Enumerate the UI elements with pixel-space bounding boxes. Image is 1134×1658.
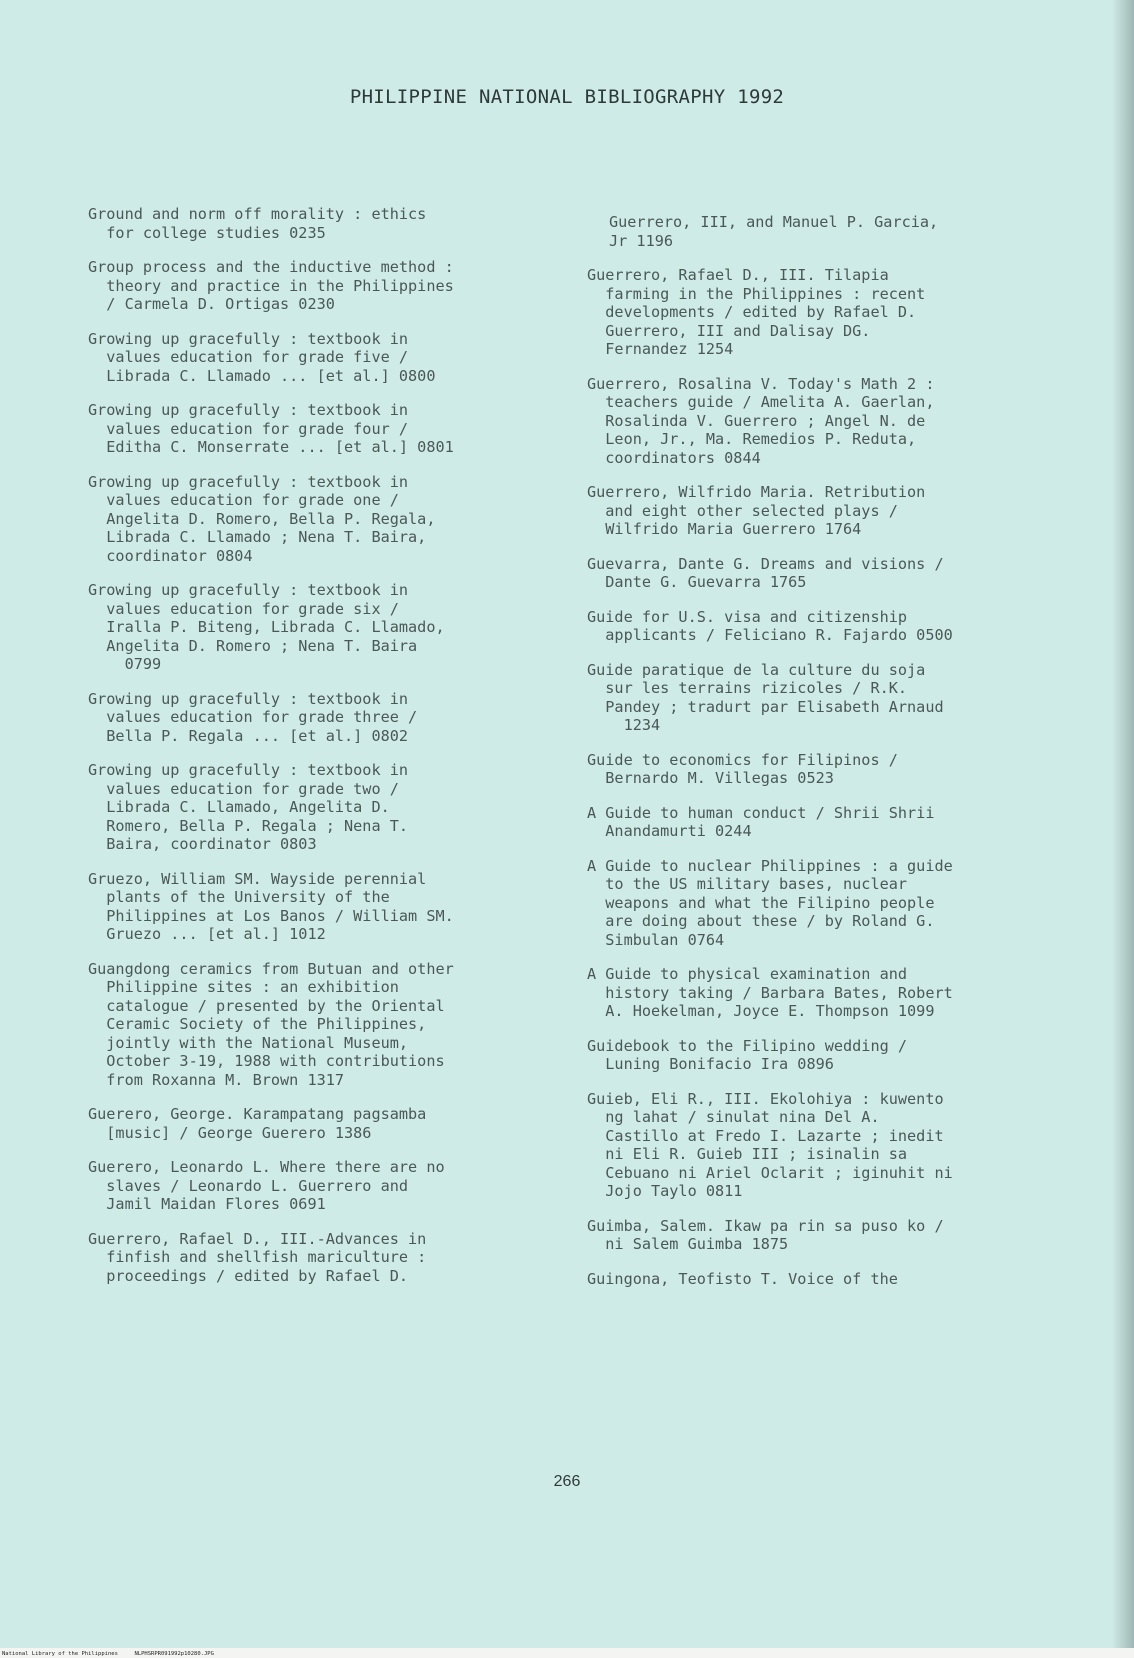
bibliography-entry: Guerero, Leonardo L. Where there are no slaves / Leonardo L. Guerrero and Jamil Maidan Flores 0691 xyxy=(88,1158,445,1213)
bibliography-entry: Growing up gracefully : textbook in values education for grade five / Librada C. Llamado ... [et al.] 0800 xyxy=(88,329,436,385)
bibliography-entry: Growing up gracefully : textbook in values education for grade two / Librada C. Llamado, Angelita D. Romero, Bella P. Regala ; Nena T. Baira, coordinator 0803 xyxy=(88,761,409,853)
right-column xyxy=(587,213,1067,1288)
bibliography-entry-continued: Guerrero, III, and Manuel P. Garcia, Jr 1196 xyxy=(609,213,939,250)
bibliography-entry: Guidebook to the Filipino wedding / Luning Bonifacio Ira 0896 xyxy=(587,1036,908,1073)
bibliography-entry: Guerrero, Rosalina V. Today's Math 2 : teachers guide / Amelita A. Gaerlan, Rosalinda V. Guerrero ; Angel N. de Leon, Jr., Ma. Remedios P. Reduta, coordinators 0844 xyxy=(587,374,935,467)
bibliography-entry: Guangdong ceramics from Butuan and other Philippine sites : an exhibition catalogue / presented by the Oriental Ceramic Society of the Philippines, jointly with the National Museum, October 3-19, 1988 with contributions from Roxanna M. Brown 1317 xyxy=(88,959,454,1089)
bibliography-entry: Guerrero, Rafael D., III.-Advances in finfish and shellfish mariculture : proceedings / edited by Rafael D. xyxy=(88,1229,427,1285)
page-number: 266 xyxy=(553,1473,581,1490)
bibliography-entry: Growing up gracefully : textbook in values education for grade three / Bella P. Regala ... [et al.] 0802 xyxy=(88,689,418,745)
bibliography-entry: Growing up gracefully : textbook in values education for grade six / Iralla P. Biteng, Librada C. Llamado, Angelita D. Romero ; Nena T. Baira 0799 xyxy=(88,581,445,673)
bibliography-entry: Guieb, Eli R., III. Ekolohiya : kuwento ng lahat / sinulat nina Del A. Castillo at Fredo I. Lazarte ; inedit ni Eli R. Guieb III ; isinalin sa Cebuano ni Ariel Oclarit ; iginuhit ni Jojo Taylo 0811 xyxy=(587,1089,953,1200)
bibliography-entry: Guerrero, Rafael D., III. Tilapia farming in the Philippines : recent developments / edited by Rafael D. Guerrero, III and Dalisay DG. Fernandez 1254 xyxy=(587,266,926,358)
bibliography-entry: Ground and norm off morality : ethics for college studies 0235 xyxy=(88,205,427,242)
bibliography-entry: Growing up gracefully : textbook in values education for grade four / Editha C. Monserrate ... [et al.] 0801 xyxy=(88,401,454,456)
bibliography-entry: Guevarra, Dante G. Dreams and visions / Dante G. Guevarra 1765 xyxy=(587,554,944,591)
page-edge-shadow xyxy=(1112,0,1134,1658)
left-column xyxy=(88,205,558,1285)
bibliography-entry: A Guide to human conduct / Shrii Shrii Anandamurti 0244 xyxy=(587,803,935,840)
bibliography-entry: A Guide to physical examination and history taking / Barbara Bates, Robert A. Hoekelman, Joyce E. Thompson 1099 xyxy=(587,965,953,1020)
page-title: PHILIPPINE NATIONAL BIBLIOGRAPHY 1992 xyxy=(349,86,785,108)
bibliography-entry: Guingona, Teofisto T. Voice of the xyxy=(587,1269,898,1288)
bibliography-entry: A Guide to nuclear Philippines : a guide to the US military bases, nuclear weapons and what the Filipino people are doing about these / by Roland G. Simbulan 0764 xyxy=(587,856,953,949)
scan-source-note: National Library of the Philippines NLPHSRPR091992p10280.JPG xyxy=(2,1651,214,1657)
bibliography-entry: Gruezo, William SM. Wayside perennial plants of the University of the Philippines at Los Banos / William SM. Gruezo ... [et al.] 1012 xyxy=(88,869,454,943)
bibliography-entry: Guerrero, Wilfrido Maria. Retribution and eight other selected plays / Wilfrido Maria Guerrero 1764 xyxy=(587,483,926,538)
bibliography-entry: Group process and the inductive method : theory and practice in the Philippines / Carmela D. Ortigas 0230 xyxy=(88,258,454,313)
bibliography-entry: Guide to economics for Filipinos / Bernardo M. Villegas 0523 xyxy=(587,750,898,787)
bibliography-entry: Guimba, Salem. Ikaw pa rin sa puso ko / ni Salem Guimba 1875 xyxy=(587,1216,944,1253)
bibliography-entry: Guide for U.S. visa and citizenship applicants / Feliciano R. Fajardo 0500 xyxy=(587,607,953,644)
bibliography-entry: Guide paratique de la culture du soja sur les terrains rizicoles / R.K. Pandey ; tradurt par Elisabeth Arnaud 1234 xyxy=(587,660,944,734)
bibliography-entry: Guerero, George. Karampatang pagsamba [music] / George Guerero 1386 xyxy=(88,1105,427,1142)
bibliography-entry: Growing up gracefully : textbook in values education for grade one / Angelita D. Romero, Bella P. Regala, Librada C. Llamado ; Nena T. Baira, coordinator 0804 xyxy=(88,472,436,565)
